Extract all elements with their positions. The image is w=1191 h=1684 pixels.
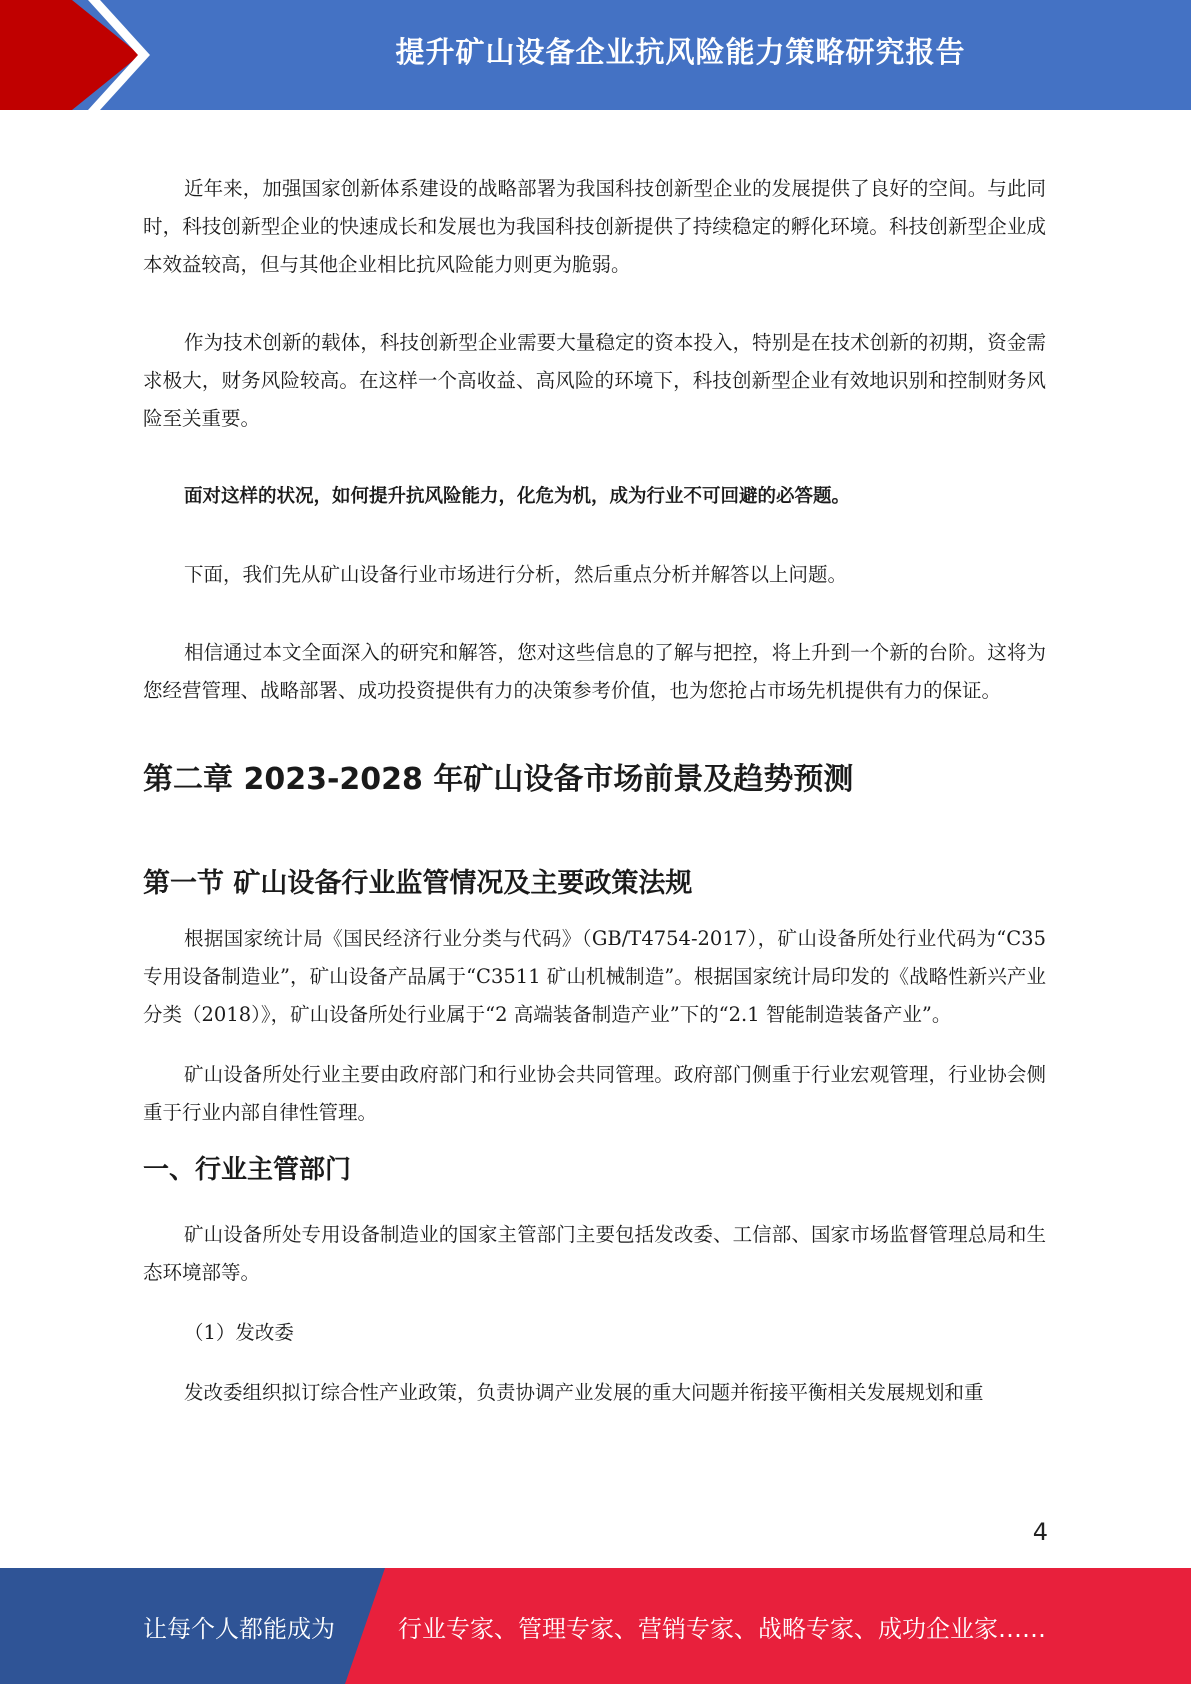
subsection-heading: 一、行业主管部门 bbox=[143, 1155, 352, 1185]
list-item-ndrc: （1）发改委 bbox=[184, 1321, 294, 1344]
subsection-paragraph-2: 发改委组织拟订综合性产业政策，负责协调产业发展的重大问题并衔接平衡相关发展规划和重 bbox=[184, 1381, 984, 1404]
intro-paragraph-2: 作为技术创新的载体，科技创新型企业需要大量稳定的资本投入，特别是在技术创新的初期，资金需求极大，财务风险较高。在这样一个高收益、高风险的环境下，科技创新型企业有效地识别和控制财务风险至关重要。 bbox=[143, 331, 1046, 430]
red-chevron-icon bbox=[0, 0, 160, 110]
chapter-heading: 第二章 2023-2028 年矿山设备市场前景及趋势预测 bbox=[143, 762, 854, 797]
intro-paragraph-5: 相信通过本文全面深入的研究和解答，您对这些信息的了解与把控，将上升到一个新的台阶。这将为您经营管理、战略部署、成功投资提供有力的决策参考价值，也为您抢占市场先机提供有力的保证。 bbox=[143, 641, 1046, 702]
section-paragraph-2: 矿山设备所处行业主要由政府部门和行业协会共同管理。政府部门侧重于行业宏观管理，行业协会侧重于行业内部自律性管理。 bbox=[143, 1063, 1046, 1124]
subsection-paragraph-1: 矿山设备所处专用设备制造业的国家主管部门主要包括发改委、工信部、国家市场监督管理总局和生态环境部等。 bbox=[143, 1223, 1046, 1284]
footer-slogan-right: 行业专家、管理专家、营销专家、战略专家、成功企业家…… bbox=[398, 1614, 1046, 1643]
document-body bbox=[143, 170, 1046, 1412]
intro-paragraph-1: 近年来，加强国家创新体系建设的战略部署为我国科技创新型企业的发展提供了良好的空间。与此同时，科技创新型企业的快速成长和发展也为我国科技创新提供了持续稳定的孵化环境。科技创新型企业成本效益较高，但与其他企业相比抗风险能力则更为脆弱。 bbox=[143, 177, 1046, 276]
section-paragraph-1: 根据国家统计局《国民经济行业分类与代码》（GB/T4754-2017），矿山设备所处行业代码为“C35 专用设备制造业”，矿山设备产品属于“C3511 矿山机械制造”。根据国家统计局印发的《战略性新兴产业分类（2018）》，矿山设备所处行业属于“2 高端装备制造产业”下的“2.1 智能制造装备产业”。 bbox=[143, 927, 1046, 1026]
intro-bold-statement: 面对这样的状况，如何提升抗风险能力，化危为机，成为行业不可回避的必答题。 bbox=[184, 486, 851, 507]
report-title: 提升矿山设备企业抗风险能力策略研究报告 bbox=[395, 34, 966, 69]
intro-paragraph-4: 下面，我们先从矿山设备行业市场进行分析，然后重点分析并解答以上问题。 bbox=[184, 563, 848, 586]
header-banner bbox=[0, 0, 1191, 110]
page-number: 4 bbox=[1032, 1518, 1048, 1546]
footer-slogan-left: 让每个人都能成为 bbox=[143, 1614, 335, 1643]
footer-banner bbox=[0, 1568, 1191, 1684]
section-heading: 第一节 矿山设备行业监管情况及主要政策法规 bbox=[143, 868, 693, 899]
